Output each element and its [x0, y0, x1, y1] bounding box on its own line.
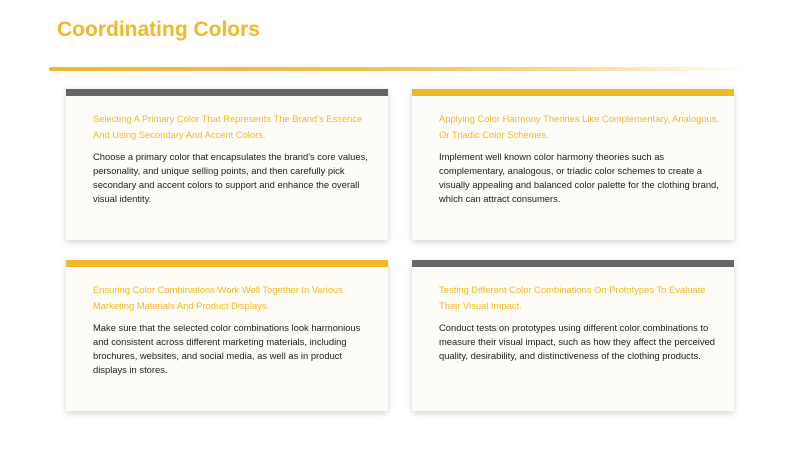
title-underline: [49, 67, 749, 71]
card-heading: Selecting A Primary Color That Represents The Brand's Essence And Using Secondary And Accent Colors.: [93, 113, 363, 140]
card-heading: Testing Different Color Combinations On Prototypes To Evaluate Their Visual Impact.: [439, 284, 706, 311]
slide-title: Coordinating Colors: [57, 18, 260, 41]
info-card-combinations: [66, 260, 388, 411]
card-top-bar: [412, 89, 734, 96]
card-body: Implement well known color harmony theories such as complementary, analogous, or triadic color schemes to create a visually appealing and balanced color palette for the clothing brand, which can attract consumers.: [439, 151, 719, 204]
card-heading: Ensuring Color Combinations Work Well Together In Various Marketing Materials And Product Displays.: [93, 284, 343, 311]
card-body: Make sure that the selected color combinations look harmonious and consistent across different marketing materials, including brochures, websites, and social media, as well as in product displays in stores.: [93, 322, 361, 375]
card-body: Choose a primary color that encapsulates the brand's core values, personality, and unique selling points, and then carefully pick secondary and accent colors to support and enhance the overall visual identity.: [93, 151, 368, 204]
card-top-bar: [412, 260, 734, 267]
info-card-primary-color: [66, 89, 388, 240]
card-heading: Applying Color Harmony Theories Like Complementary, Analogous, Or Triadic Color Schemes.: [439, 113, 719, 140]
card-body: Conduct tests on prototypes using different color combinations to measure their visual impact, such as how they affect the perceived quality, desirability, and distinctiveness of the clothing products.: [439, 322, 716, 361]
info-card-color-harmony: [412, 89, 734, 240]
card-top-bar: [66, 260, 388, 267]
card-top-bar: [66, 89, 388, 96]
info-card-prototypes: [412, 260, 734, 411]
